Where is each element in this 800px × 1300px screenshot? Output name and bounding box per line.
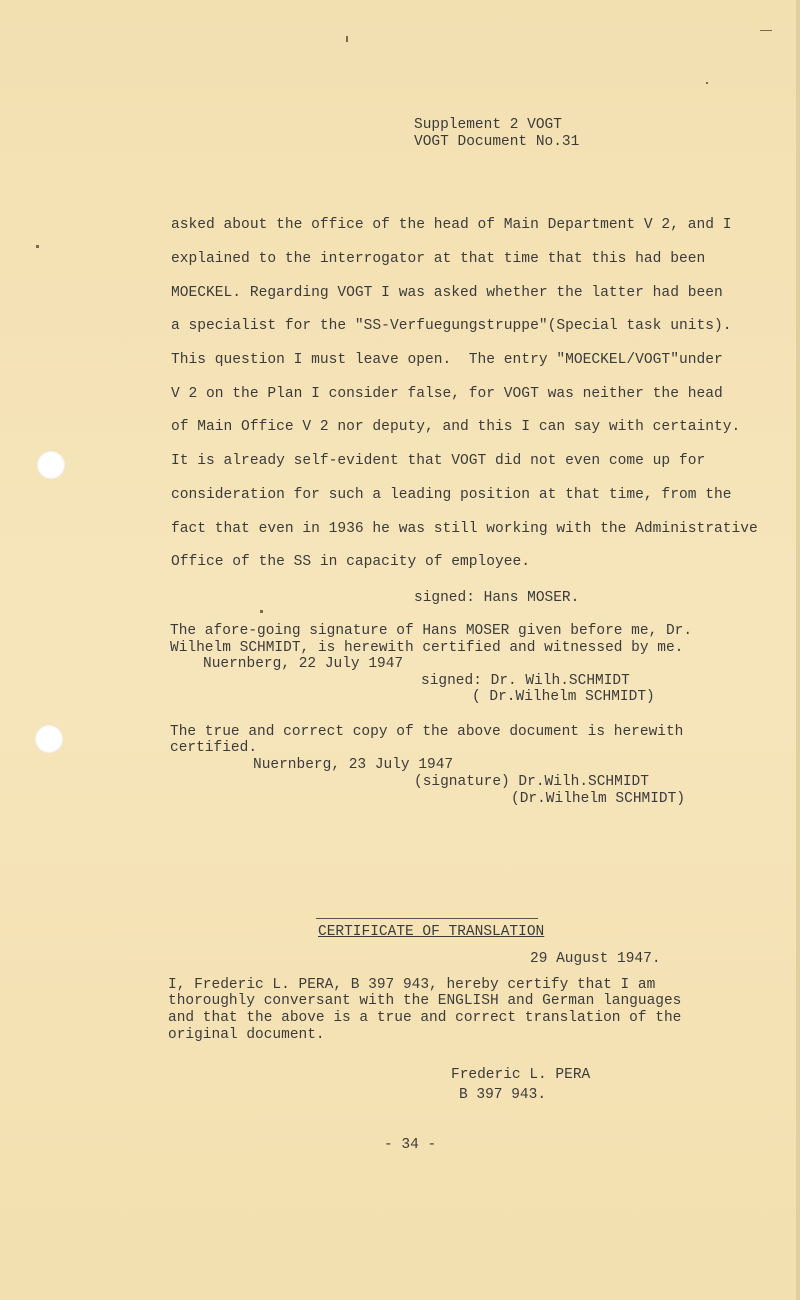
certificate-title: CERTIFICATE OF TRANSLATION bbox=[318, 924, 545, 940]
speck bbox=[346, 36, 348, 42]
page-edge bbox=[796, 0, 800, 1300]
page-number: - 34 - bbox=[384, 1137, 437, 1153]
body-line: a specialist for the "SS-Verfuegungstruppe"(Special task units). bbox=[171, 318, 732, 334]
speck bbox=[36, 245, 39, 248]
copy-cert-line: The true and correct copy of the above document is herewith bbox=[170, 724, 684, 740]
certificate-line: original document. bbox=[168, 1027, 325, 1043]
attestation-signed: signed: Dr. Wilh.SCHMIDT bbox=[421, 673, 630, 689]
body-line: fact that even in 1936 he was still working with the Administrative bbox=[171, 521, 758, 537]
punch-hole-top bbox=[37, 451, 65, 479]
translator-name: Frederic L. PERA bbox=[451, 1067, 591, 1083]
body-line: Office of the SS in capacity of employee. bbox=[171, 554, 531, 570]
attestation-place-date: Nuernberg, 22 July 1947 bbox=[203, 656, 404, 672]
certificate-line: I, Frederic L. PERA, B 397 943, hereby certify that I am bbox=[168, 977, 656, 993]
body-line: asked about the office of the head of Main Department V 2, and I bbox=[171, 217, 732, 233]
copy-cert-signature: (signature) Dr.Wilh.SCHMIDT bbox=[414, 774, 649, 790]
document-number: VOGT Document No.31 bbox=[414, 134, 580, 150]
speck bbox=[706, 82, 708, 84]
attestation-line: Wilhelm SCHMIDT, is herewith certified and witnessed by me. bbox=[170, 640, 684, 656]
body-line: consideration for such a leading position at that time, from the bbox=[171, 487, 732, 503]
attestation-name: ( Dr.Wilhelm SCHMIDT) bbox=[472, 689, 655, 705]
body-line: explained to the interrogator at that time that this had been bbox=[171, 251, 706, 267]
punch-hole-bottom bbox=[35, 725, 63, 753]
certificate-line: and that the above is a true and correct translation of the bbox=[168, 1010, 682, 1026]
body-line: of Main Office V 2 nor deputy, and this I can say with certainty. bbox=[171, 419, 741, 435]
body-line: V 2 on the Plan I consider false, for VOGT was neither the head bbox=[171, 386, 723, 402]
copy-cert-name: (Dr.Wilhelm SCHMIDT) bbox=[511, 791, 686, 807]
body-line: This question I must leave open. The entry "MOECKEL/VOGT"under bbox=[171, 352, 723, 368]
translator-id: B 397 943. bbox=[459, 1087, 547, 1103]
title-overline bbox=[316, 918, 538, 919]
certificate-date: 29 August 1947. bbox=[530, 951, 661, 967]
speck bbox=[260, 610, 263, 613]
copy-cert-place-date: Nuernberg, 23 July 1947 bbox=[253, 757, 454, 773]
attestation-line: The afore-going signature of Hans MOSER given before me, Dr. bbox=[170, 623, 693, 639]
certificate-line: thoroughly conversant with the ENGLISH and German languages bbox=[168, 993, 682, 1009]
copy-cert-line: certified. bbox=[170, 740, 258, 756]
supplement-label: Supplement 2 VOGT bbox=[414, 117, 562, 133]
body-line: MOECKEL. Regarding VOGT I was asked whether the latter had been bbox=[171, 285, 723, 301]
speck bbox=[760, 30, 772, 31]
signed-moser: signed: Hans MOSER. bbox=[414, 590, 580, 606]
body-line: It is already self-evident that VOGT did not even come up for bbox=[171, 453, 706, 469]
